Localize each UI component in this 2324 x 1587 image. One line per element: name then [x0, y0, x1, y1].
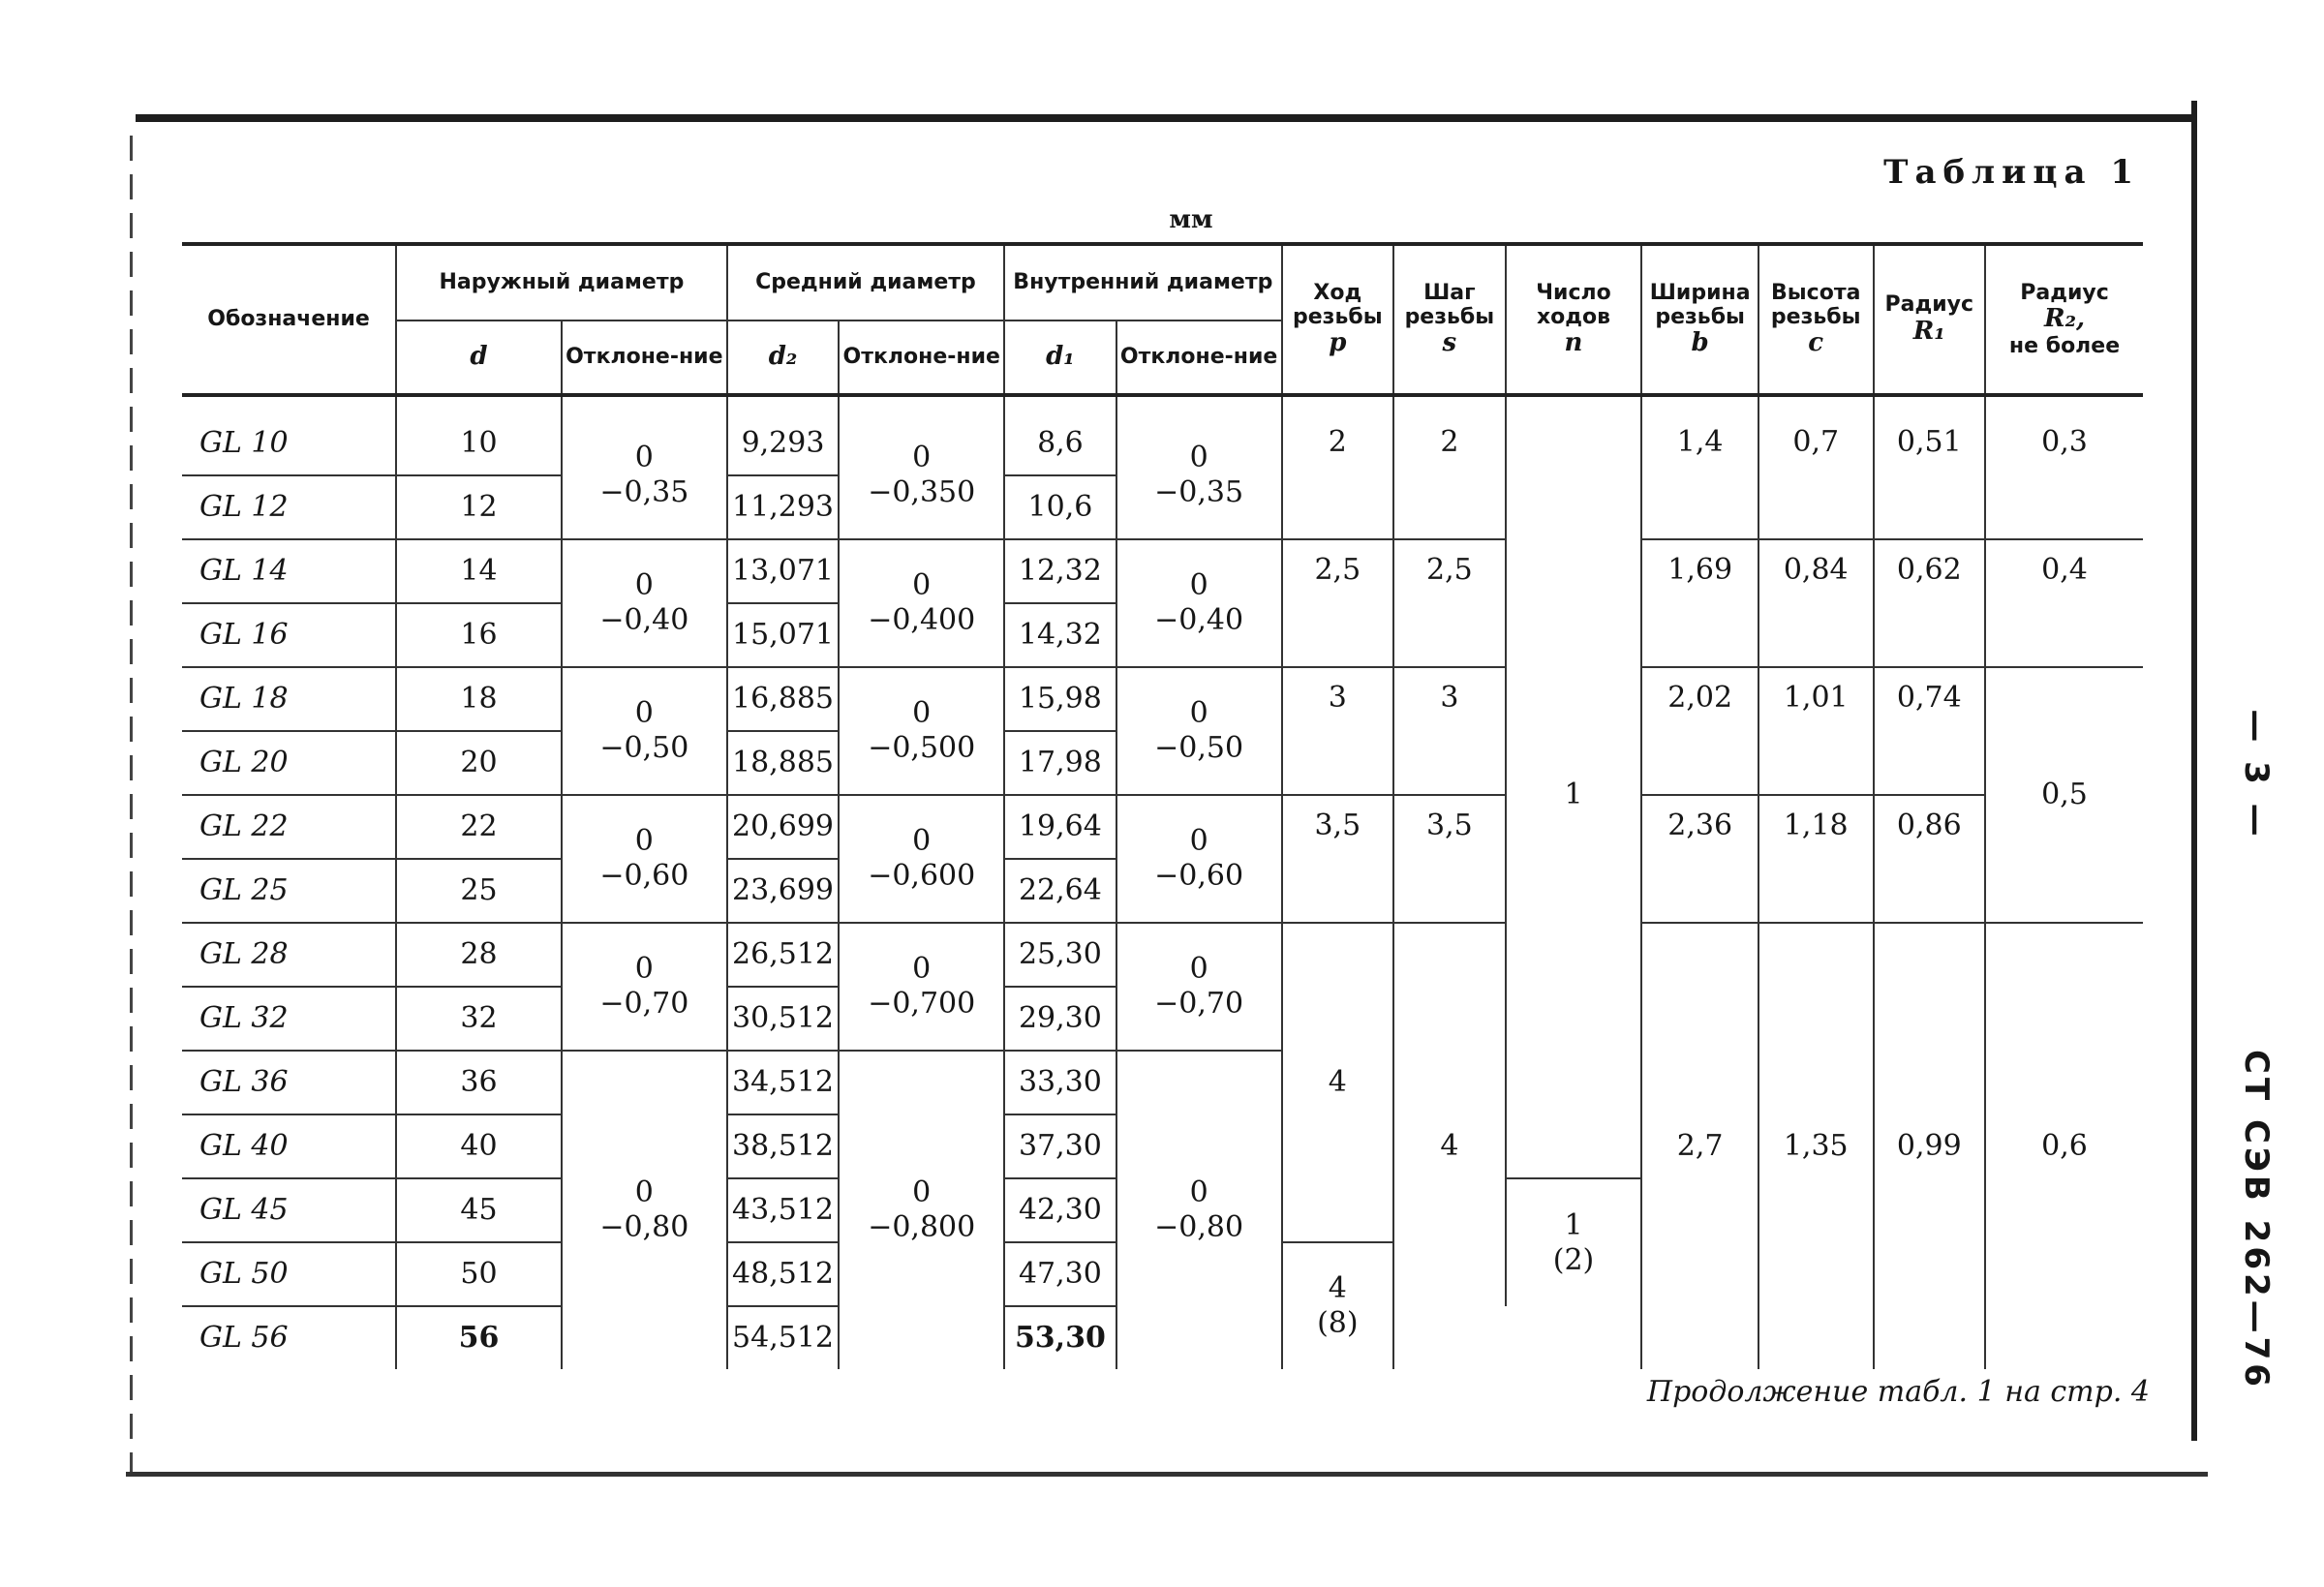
inner-tolerance-cell: 0 −0,40	[1116, 539, 1282, 667]
designation-cell: GL 16	[182, 603, 396, 667]
margin-reference	[2198, 620, 2314, 1491]
header-pitch-diameter: Средний диаметр	[727, 244, 1004, 320]
height-cell: 0,7	[1758, 412, 1874, 539]
pitch-d2-cell: 11,293	[727, 475, 840, 539]
radius1-cell: 0,74	[1874, 667, 1986, 795]
inner-tolerance-cell: 0 −0,50	[1116, 667, 1282, 795]
table-row	[182, 412, 2143, 475]
outer-d-cell: 22	[396, 795, 562, 859]
header-inner-d1-symbol: d₁	[1046, 342, 1075, 372]
width-cell: 1,4	[1641, 412, 1758, 539]
outer-d-cell: 14	[396, 539, 562, 603]
height-cell: 1,18	[1758, 795, 1874, 923]
standard-code: СТ СЭВ 262—76	[2237, 1050, 2276, 1390]
outer-d-cell: 45	[396, 1178, 562, 1242]
inner-d1-cell: 42,30	[1004, 1178, 1116, 1242]
spacer-cell	[182, 395, 396, 412]
table-row	[182, 795, 2143, 859]
outer-tolerance-cell: 0 −0,80	[562, 1051, 727, 1369]
table-header	[182, 244, 2143, 395]
designation-cell: GL 22	[182, 795, 396, 859]
header-starts-symbol: n	[1564, 328, 1583, 358]
pitch-d2-cell: 30,512	[727, 987, 840, 1051]
header-inner-diameter: Внутренний диаметр	[1004, 244, 1281, 320]
frame-left-rule	[130, 136, 133, 1472]
radius2-cell: 0,3	[1985, 412, 2143, 539]
inner-d1-cell: 47,30	[1004, 1242, 1116, 1306]
lead-cell: 3	[1282, 667, 1394, 795]
width-cell: 2,02	[1641, 667, 1758, 795]
outer-d-cell: 50	[396, 1242, 562, 1306]
designation-cell: GL 18	[182, 667, 396, 731]
pitch-tolerance-cell: 0 −0,600	[839, 795, 1004, 923]
outer-tolerance-cell: 0 −0,40	[562, 539, 727, 667]
table-row	[182, 923, 2143, 987]
radius2-cell: 0,4	[1985, 539, 2143, 667]
pitch-d2-cell: 23,699	[727, 859, 840, 923]
inner-d1-cell: 29,30	[1004, 987, 1116, 1051]
designation-cell: GL 50	[182, 1242, 396, 1306]
pitch-tolerance-cell: 0 −0,800	[839, 1051, 1004, 1369]
designation-cell: GL 14	[182, 539, 396, 603]
pitch-d2-cell: 13,071	[727, 539, 840, 603]
units-label: мм	[1169, 205, 1213, 234]
designation-cell: GL 36	[182, 1051, 396, 1114]
inner-d1-cell: 15,98	[1004, 667, 1116, 731]
inner-tolerance-cell: 0 −0,60	[1116, 795, 1282, 923]
pitch-d2-cell: 20,699	[727, 795, 840, 859]
table-row	[182, 667, 2143, 731]
outer-d-cell: 20	[396, 731, 562, 795]
spacer-cell	[1985, 395, 2143, 412]
frame-right-rule	[2191, 101, 2197, 1441]
header-outer-tolerance: Отклоне-ние	[562, 320, 727, 395]
height-cell: 1,01	[1758, 667, 1874, 795]
header-radius2	[1985, 244, 2143, 395]
spacer-cell	[1758, 395, 1874, 412]
inner-tolerance-cell: 0 −0,80	[1116, 1051, 1282, 1369]
spacer-cell	[1506, 395, 1642, 412]
inner-d1-cell: 19,64	[1004, 795, 1116, 859]
header-pitch-symbol: s	[1442, 328, 1457, 358]
designation-cell: GL 40	[182, 1114, 396, 1178]
radius1-cell: 0,86	[1874, 795, 1986, 923]
continuation-note: Продолжение табл. 1 на стр. 4	[1646, 1375, 2150, 1409]
outer-tolerance-cell: 0 −0,60	[562, 795, 727, 923]
outer-d-cell: 12	[396, 475, 562, 539]
spacer-row	[182, 395, 2143, 412]
header-lead-label: Ход резьбы	[1293, 280, 1383, 330]
outer-d-cell: 18	[396, 667, 562, 731]
radius2-cell: 0,5	[1985, 667, 2143, 923]
pitch-tolerance-cell: 0 −0,500	[839, 667, 1004, 795]
pitch-cell: 3	[1393, 667, 1506, 795]
pitch-d2-cell: 15,071	[727, 603, 840, 667]
header-inner-d1	[1004, 320, 1116, 395]
inner-d1-cell: 53,30	[1004, 1306, 1116, 1369]
header-radius1-symbol: R₁	[1912, 316, 1945, 346]
outer-d-cell: 28	[396, 923, 562, 987]
designation-cell: GL 28	[182, 923, 396, 987]
header-width-symbol: b	[1691, 328, 1709, 358]
outer-d-cell: 36	[396, 1051, 562, 1114]
header-radius2-note: не более	[2008, 333, 2121, 358]
pitch-tolerance-cell: 0 −0,400	[839, 539, 1004, 667]
lead-cell: 4 (8)	[1282, 1242, 1394, 1369]
spacer-cell	[1004, 395, 1116, 412]
spacer-cell	[1282, 395, 1394, 412]
header-pitch	[1393, 244, 1506, 395]
pitch-d2-cell: 54,512	[727, 1306, 840, 1369]
pitch-d2-cell: 34,512	[727, 1051, 840, 1114]
table-row	[182, 539, 2143, 603]
inner-d1-cell: 14,32	[1004, 603, 1116, 667]
pitch-d2-cell: 43,512	[727, 1178, 840, 1242]
header-starts-label: Число ходов	[1536, 280, 1611, 330]
table-title: Таблица 1	[1883, 153, 2140, 192]
height-cell: 1,35	[1758, 923, 1874, 1369]
designation-cell: GL 25	[182, 859, 396, 923]
designation-cell: GL 12	[182, 475, 396, 539]
header-pitch-d2-symbol: d₂	[768, 342, 798, 372]
inner-d1-cell: 12,32	[1004, 539, 1116, 603]
outer-tolerance-cell: 0 −0,35	[562, 412, 727, 539]
height-cell: 0,84	[1758, 539, 1874, 667]
outer-d-cell: 56	[396, 1306, 562, 1369]
lead-cell: 3,5	[1282, 795, 1394, 923]
header-height	[1758, 244, 1874, 395]
header-designation: Обозначение	[207, 307, 370, 332]
pitch-d2-cell: 26,512	[727, 923, 840, 987]
pitch-cell: 3,5	[1393, 795, 1506, 923]
thread-spec-table	[182, 242, 2143, 1369]
starts-cell: 1	[1506, 412, 1642, 1178]
pitch-cell: 4	[1393, 923, 1506, 1369]
designation-cell: GL 45	[182, 1178, 396, 1242]
table-body	[182, 395, 2143, 1369]
lead-cell: 4	[1282, 923, 1394, 1242]
inner-tolerance-cell: 0 −0,70	[1116, 923, 1282, 1051]
header-lead	[1282, 244, 1394, 395]
outer-d-cell: 40	[396, 1114, 562, 1178]
header-outer-d-symbol: d	[470, 342, 488, 372]
header-outer-d	[396, 320, 562, 395]
pitch-tolerance-cell: 0 −0,700	[839, 923, 1004, 1051]
spacer-cell	[1393, 395, 1506, 412]
outer-d-cell: 16	[396, 603, 562, 667]
spacer-cell	[839, 395, 1004, 412]
pitch-d2-cell: 9,293	[727, 412, 840, 475]
pitch-d2-cell: 18,885	[727, 731, 840, 795]
header-width-label: Ширина резьбы	[1649, 280, 1751, 330]
spacer-cell	[562, 395, 727, 412]
inner-d1-cell: 37,30	[1004, 1114, 1116, 1178]
pitch-tolerance-cell: 0 −0,350	[839, 412, 1004, 539]
inner-d1-cell: 33,30	[1004, 1051, 1116, 1114]
inner-tolerance-cell: 0 −0,35	[1116, 412, 1282, 539]
header-pitch-d2	[727, 320, 840, 395]
width-cell: 2,36	[1641, 795, 1758, 923]
frame-top-rule	[136, 114, 2196, 122]
pitch-cell: 2	[1393, 412, 1506, 539]
outer-tolerance-cell: 0 −0,70	[562, 923, 727, 1051]
header-inner-tolerance: Отклоне-ние	[1116, 320, 1282, 395]
inner-d1-cell: 8,6	[1004, 412, 1116, 475]
header-pitch-tolerance: Отклоне-ние	[839, 320, 1004, 395]
outer-d-cell: 25	[396, 859, 562, 923]
header-radius2-symbol: R₂,	[2044, 304, 2086, 334]
spacer-cell	[1641, 395, 1758, 412]
header-starts	[1506, 244, 1642, 395]
spacer-cell	[1874, 395, 1986, 412]
designation-cell: GL 20	[182, 731, 396, 795]
lead-cell: 2,5	[1282, 539, 1394, 667]
inner-d1-cell: 17,98	[1004, 731, 1116, 795]
header-radius1-label: Радиус	[1884, 292, 1974, 318]
pitch-cell: 2,5	[1393, 539, 1506, 667]
header-outer-diameter: Наружный диаметр	[396, 244, 727, 320]
frame-bottom-rule	[126, 1472, 2208, 1477]
starts-cell: 1 (2)	[1506, 1178, 1642, 1306]
radius1-cell: 0,99	[1874, 923, 1986, 1369]
designation-cell: GL 56	[199, 1320, 289, 1355]
width-cell: 1,69	[1641, 539, 1758, 667]
outer-tolerance-cell: 0 −0,50	[562, 667, 727, 795]
header-width	[1641, 244, 1758, 395]
header-radius1	[1874, 244, 1986, 395]
header-height-label: Высота резьбы	[1770, 280, 1861, 330]
inner-d1-cell: 10,6	[1004, 475, 1116, 539]
outer-d-cell: 10	[396, 412, 562, 475]
designation-cell: GL 32	[182, 987, 396, 1051]
header-radius2-label: Радиус	[2020, 280, 2109, 305]
inner-d1-cell: 22,64	[1004, 859, 1116, 923]
inner-d1-cell: 25,30	[1004, 923, 1116, 987]
spacer-cell	[1116, 395, 1282, 412]
spacer-cell	[396, 395, 562, 412]
radius1-cell: 0,62	[1874, 539, 1986, 667]
outer-d-cell: 32	[396, 987, 562, 1051]
spacer-cell	[727, 395, 840, 412]
pitch-d2-cell: 48,512	[727, 1242, 840, 1306]
header-lead-symbol: p	[1329, 328, 1347, 358]
pitch-d2-cell: 38,512	[727, 1114, 840, 1178]
designation-cell: GL 10	[182, 412, 396, 475]
radius2-cell: 0,6	[1985, 923, 2143, 1369]
pitch-d2-cell: 16,885	[727, 667, 840, 731]
header-height-symbol: c	[1808, 328, 1824, 358]
radius1-cell: 0,51	[1874, 412, 1986, 539]
width-cell: 2,7	[1641, 923, 1758, 1369]
page-number: — 3 —	[2237, 709, 2276, 840]
lead-cell: 2	[1282, 412, 1394, 539]
header-pitch-label: Шаг резьбы	[1404, 280, 1495, 330]
